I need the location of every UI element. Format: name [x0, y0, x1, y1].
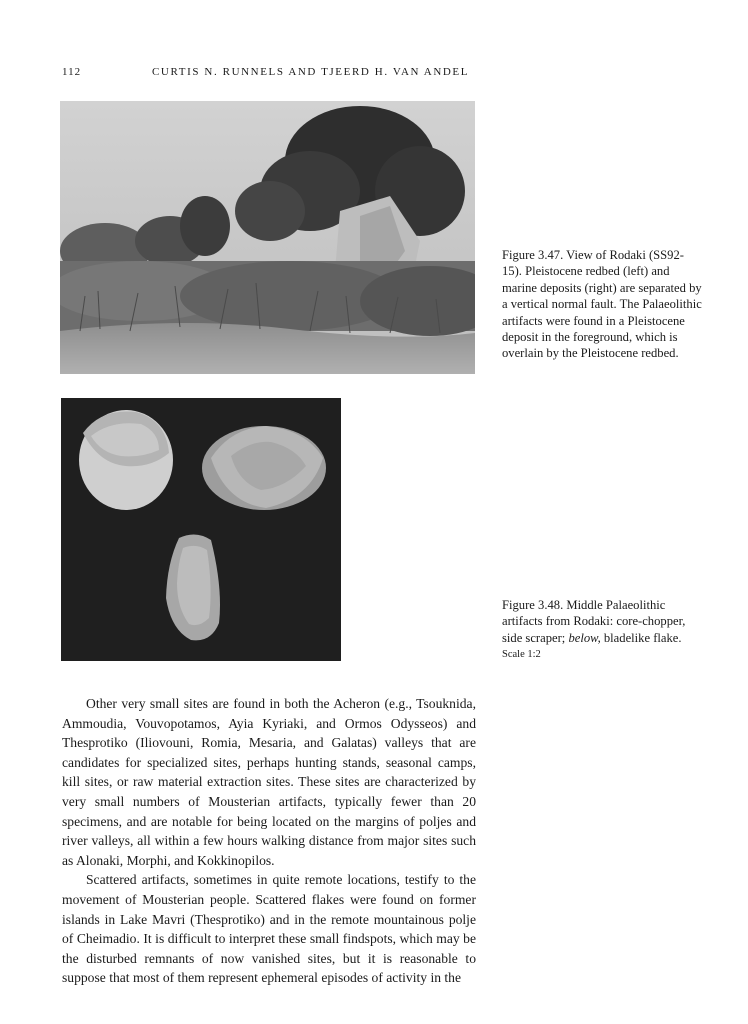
figure-348-photo — [61, 398, 341, 661]
figure-348-caption-text: Figure 3.48. Middle Palaeolithic artifacts from Rodaki: core-chopper, side scraper; — [502, 598, 686, 645]
running-head: CURTIS N. RUNNELS AND TJEERD H. VAN ANDEL — [152, 66, 470, 78]
page-number: 112 — [62, 66, 82, 78]
figure-348-caption-italic: below, — [568, 630, 601, 645]
figure-348-caption — [502, 597, 702, 664]
side-scraper-artifact — [202, 426, 326, 510]
figure-347-caption: Figure 3.47. View of Rodaki (SS92-15). Pleistocene redbed (left) and marine deposits (right) are separated by a vertical normal fault. The Palaeolithic artifacts were found in a Pleistocene deposit in the foreground, which is overlain by the Pleistocene redbed. — [502, 248, 702, 361]
figure-348-scale: Scale 1:2 — [502, 649, 541, 661]
body-text — [62, 694, 476, 988]
body-paragraph-2: Scattered artifacts, sometimes in quite remote locations, testify to the movement of Mousterian people. Scattered flakes were found on former islands in Lake Mavri (Thesprotiko) and in the remote mountainous polje of Cheimadio. It is difficult to interpret these small findspots, which may be the disturbed remnants of now vanished sites, but it is reasonable to suppose that most of them represent ephemeral episodes of activity in the — [62, 872, 476, 986]
body-paragraph-1: Other very small sites are found in both the Acheron (e.g., Tsouknida, Ammoudia, Vouvopotamos, Ayia Kyriaki, and Ormos Odysseos) and Thesprotiko (Iliovouni, Romia, Mesaria, and Galatas) valleys that are candidates for specialized sites, perhaps hunting stands, seasonal camps, kill sites, or raw material extraction sites. These sites are characterized by very small numbers of Mousterian artifacts, typically fewer than 20 specimens, and are notable for being located on the margins of poljes and river valleys, all within a few hours walking distance from major sites such as Alonaki, Morphi, and Kokkinopilos. — [62, 696, 476, 868]
landscape-photo-image — [60, 101, 475, 374]
figure-348-caption-text-end: bladelike flake. — [600, 630, 682, 645]
figure-347-photo — [60, 101, 475, 374]
artifacts-photo-image — [61, 398, 341, 661]
core-chopper-artifact — [79, 410, 173, 510]
